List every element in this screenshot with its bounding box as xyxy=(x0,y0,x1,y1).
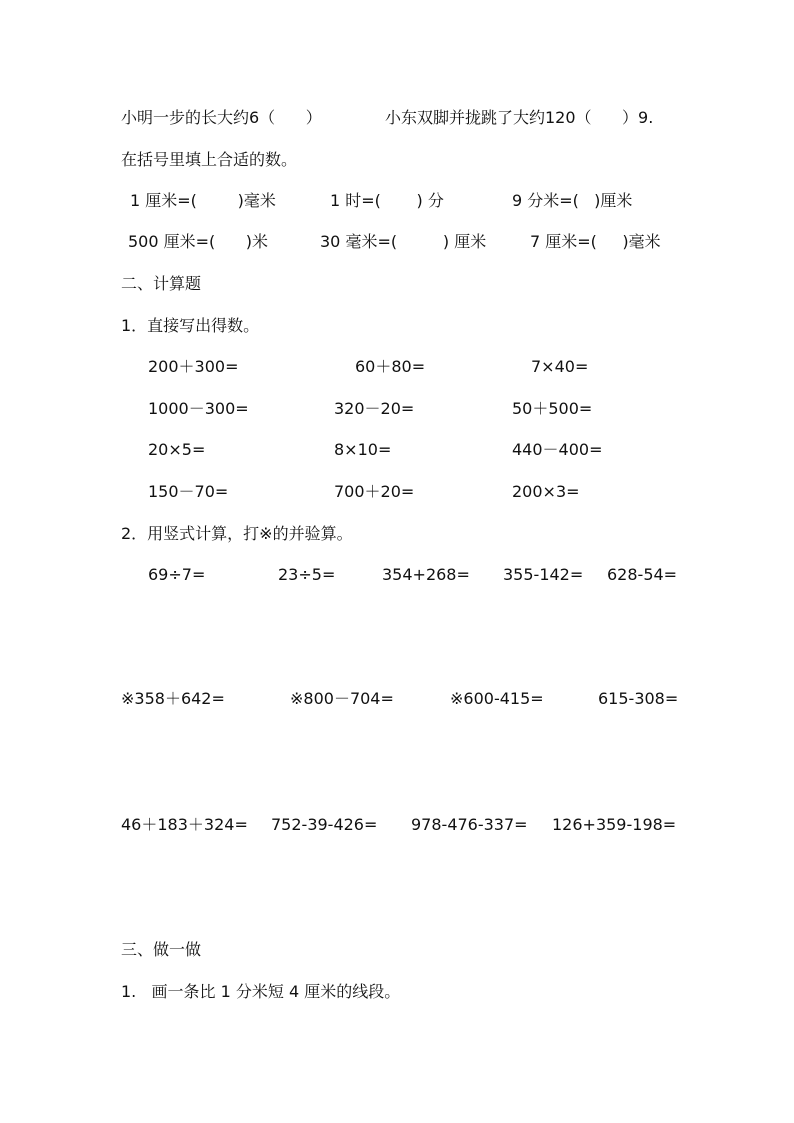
oral-calc-item: 320－20= xyxy=(334,399,415,418)
vertical-calc-item: ※358＋642= xyxy=(121,689,225,708)
vertical-calc-item: 628-54= xyxy=(607,565,678,584)
vertical-calc-item: ※800－704= xyxy=(290,689,394,708)
oral-calc-item: 20×5= xyxy=(148,440,206,459)
vertical-calc-item: 752-39-426= xyxy=(271,815,378,834)
fill-heading: 在括号里填上合适的数。 xyxy=(121,150,298,169)
oral-calc-item: 50＋500= xyxy=(512,399,593,418)
oral-calc-item: 8×10= xyxy=(334,440,392,459)
oral-calc-item: 1000－300= xyxy=(148,399,249,418)
vertical-calc-item: 978-476-337= xyxy=(411,815,528,834)
oral-calc-item: 7×40= xyxy=(531,357,589,376)
vertical-calc-item: ※600-415= xyxy=(450,689,544,708)
question-text: 1. 画一条比 1 分米短 4 厘米的线段。 xyxy=(121,982,401,1001)
vertical-calc-item: 23÷5= xyxy=(278,565,336,584)
vertical-calc-item: 355-142= xyxy=(503,565,584,584)
section-title: 三、做一做 xyxy=(121,940,202,959)
oral-calc-item: 60＋80= xyxy=(355,357,426,376)
fill-item: 9 分米=( )厘米 xyxy=(512,191,633,210)
fill-item: 7 厘米=( )毫米 xyxy=(530,232,661,251)
vertical-calc-item: 69÷7= xyxy=(148,565,206,584)
fill-item: 500 厘米=( )米 xyxy=(128,232,269,251)
question-title: 1．直接写出得数。 xyxy=(121,316,260,335)
vertical-calc-item: 126+359-198= xyxy=(552,815,677,834)
oral-calc-item: 200＋300= xyxy=(148,357,239,376)
fill-item: 1 厘米=( )毫米 xyxy=(130,191,276,210)
oral-calc-item: 700＋20= xyxy=(334,482,415,501)
question-text-jump-distance: 小东双脚并拢跳了大约120（ ）9. xyxy=(385,108,654,127)
vertical-calc-item: 615-308= xyxy=(598,689,679,708)
oral-calc-item: 440－400= xyxy=(512,440,603,459)
fill-item: 30 毫米=( ) 厘米 xyxy=(320,232,487,251)
question-title: 2．用竖式计算，打※的并验算。 xyxy=(121,524,353,543)
oral-calc-item: 200×3= xyxy=(512,482,580,501)
oral-calc-item: 150－70= xyxy=(148,482,229,501)
question-text-step-length: 小明一步的长大约6（ ） xyxy=(121,108,322,127)
vertical-calc-item: 354+268= xyxy=(382,565,470,584)
section-title: 二、计算题 xyxy=(121,274,202,293)
vertical-calc-item: 46＋183＋324= xyxy=(121,815,248,834)
fill-item: 1 时=( ) 分 xyxy=(330,191,444,210)
